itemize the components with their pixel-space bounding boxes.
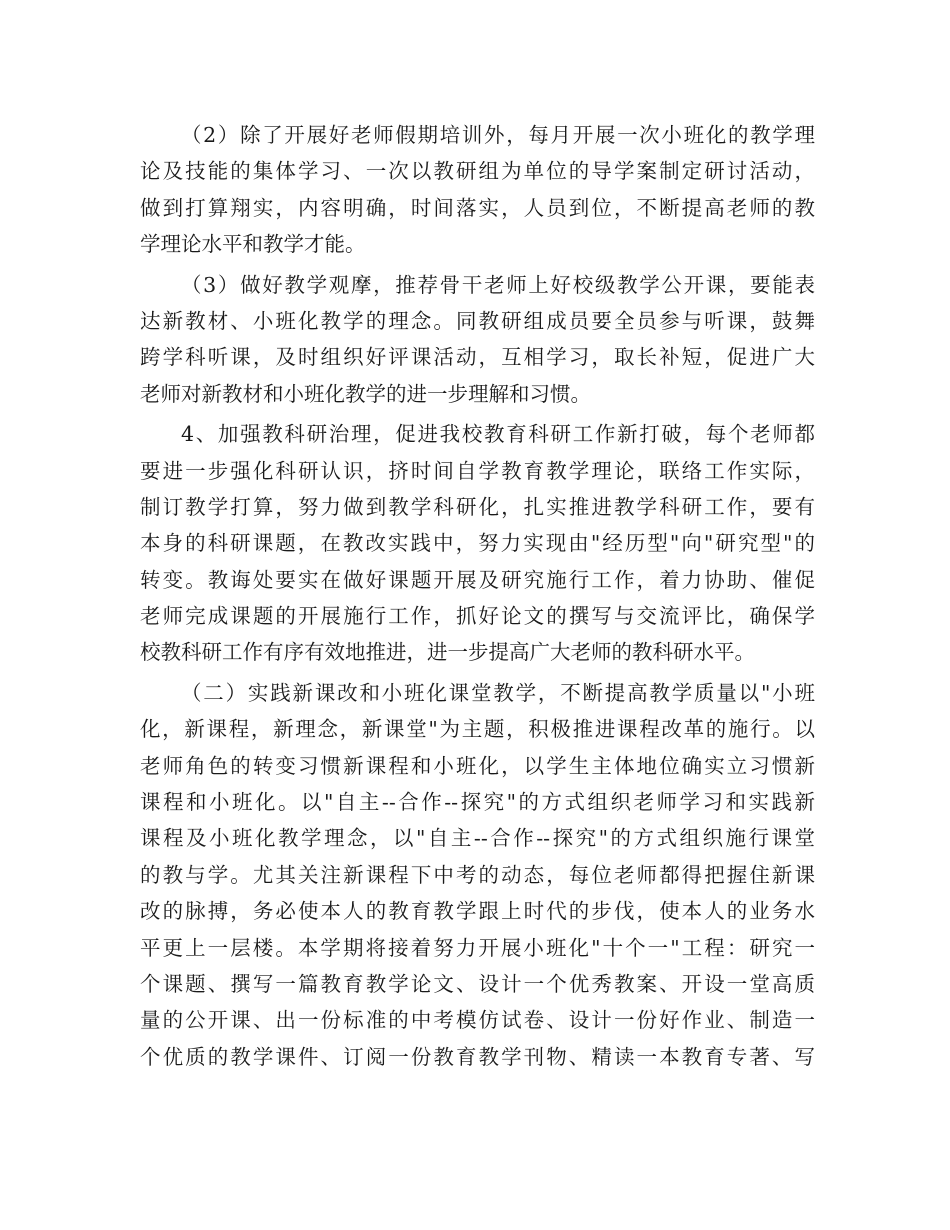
text-line: 平更上一层楼。本学期将接着努力开展小班化"十个一"工程：研究一 [140,935,815,960]
text-line: 达新教材、小班化教学的理念。同教研组成员要全员参与听课，鼓舞 [140,308,815,333]
paragraph-training [140,117,815,263]
text-line: 老师对新教材和小班化教学的进一步理解和习惯。 [140,381,591,406]
text-line: 老师角色的转变习惯新课程和小班化，以学生主体地位确实立习惯新 [140,753,815,778]
text-line: 要进一步强化科研认识，挤时间自学教育教学理论，联络工作实际， [140,458,815,483]
text-line: 量的公开课、出一份标准的中考模仿试卷、设计一份好作业、制造一 [140,1008,815,1033]
text-line: 化，新课程，新理念，新课堂"为主题，积极推进课程改革的施行。以 [140,717,815,742]
text-line: 学理论水平和教学才能。 [140,232,366,257]
text-line: （二）实践新课改和小班化课堂教学，不断提高教学质量以"小班 [181,680,815,705]
text-line: 跨学科听课，及时组织好评课活动，互相学习，取长补短，促进广大 [140,345,815,370]
text-line: 本身的科研课题，在教改实践中，努力实现由"经历型"向"研究型"的 [140,531,815,556]
text-line: （2）除了开展好老师假期培训外，每月开展一次小班化的教学理 [181,123,815,147]
text-line: 个优质的教学课件、订阅一份教育教学刊物、精读一本教育专著、写 [140,1044,815,1069]
text-line: 课程和小班化。以"自主--合作--探究"的方式组织老师学习和实践新 [140,790,815,815]
paragraph-observation [140,267,815,413]
text-line: 做到打算翔实，内容明确，时间落实，人员到位，不断提高老师的教 [140,195,815,220]
text-line: 个课题、撰写一篇教育教学论文、设计一个优秀教案、开设一堂高质 [140,971,815,996]
text-line: 校教科研工作有序有效地推进，进一步提高广大老师的教科研水平。 [140,640,755,665]
text-line: 的教与学。尤其关注新课程下中考的动态，每位老师都得把握住新课 [140,862,815,887]
text-line: 课程及小班化教学理念，以"自主--合作--探究"的方式组织施行课堂 [140,826,815,851]
paragraph-curriculum-reform [140,675,815,1075]
text-line: 制订教学打算，努力做到教学科研化，扎实推进教学科研工作，要有 [140,494,815,519]
text-line: 改的脉搏，务必使本人的教育教学跟上时代的步伐，使本人的业务水 [140,899,815,924]
text-line: （3）做好教学观摩，推荐骨干老师上好校级教学公开课，要能表 [181,272,815,297]
text-line: 老师完成课题的开展施行工作，抓好论文的撰写与交流评比，确保学 [140,604,815,629]
text-line: 转变。教诲处要实在做好课题开展及研究施行工作，着力协助、催促 [140,567,815,592]
text-line: 论及技能的集体学习、一次以教研组为单位的导学案制定研讨活动， [140,159,815,184]
paragraph-research [140,416,815,671]
document-body [140,117,815,1079]
text-line: 4、加强教科研治理，促进我校教育科研工作新打破，每个老师都 [181,422,815,447]
